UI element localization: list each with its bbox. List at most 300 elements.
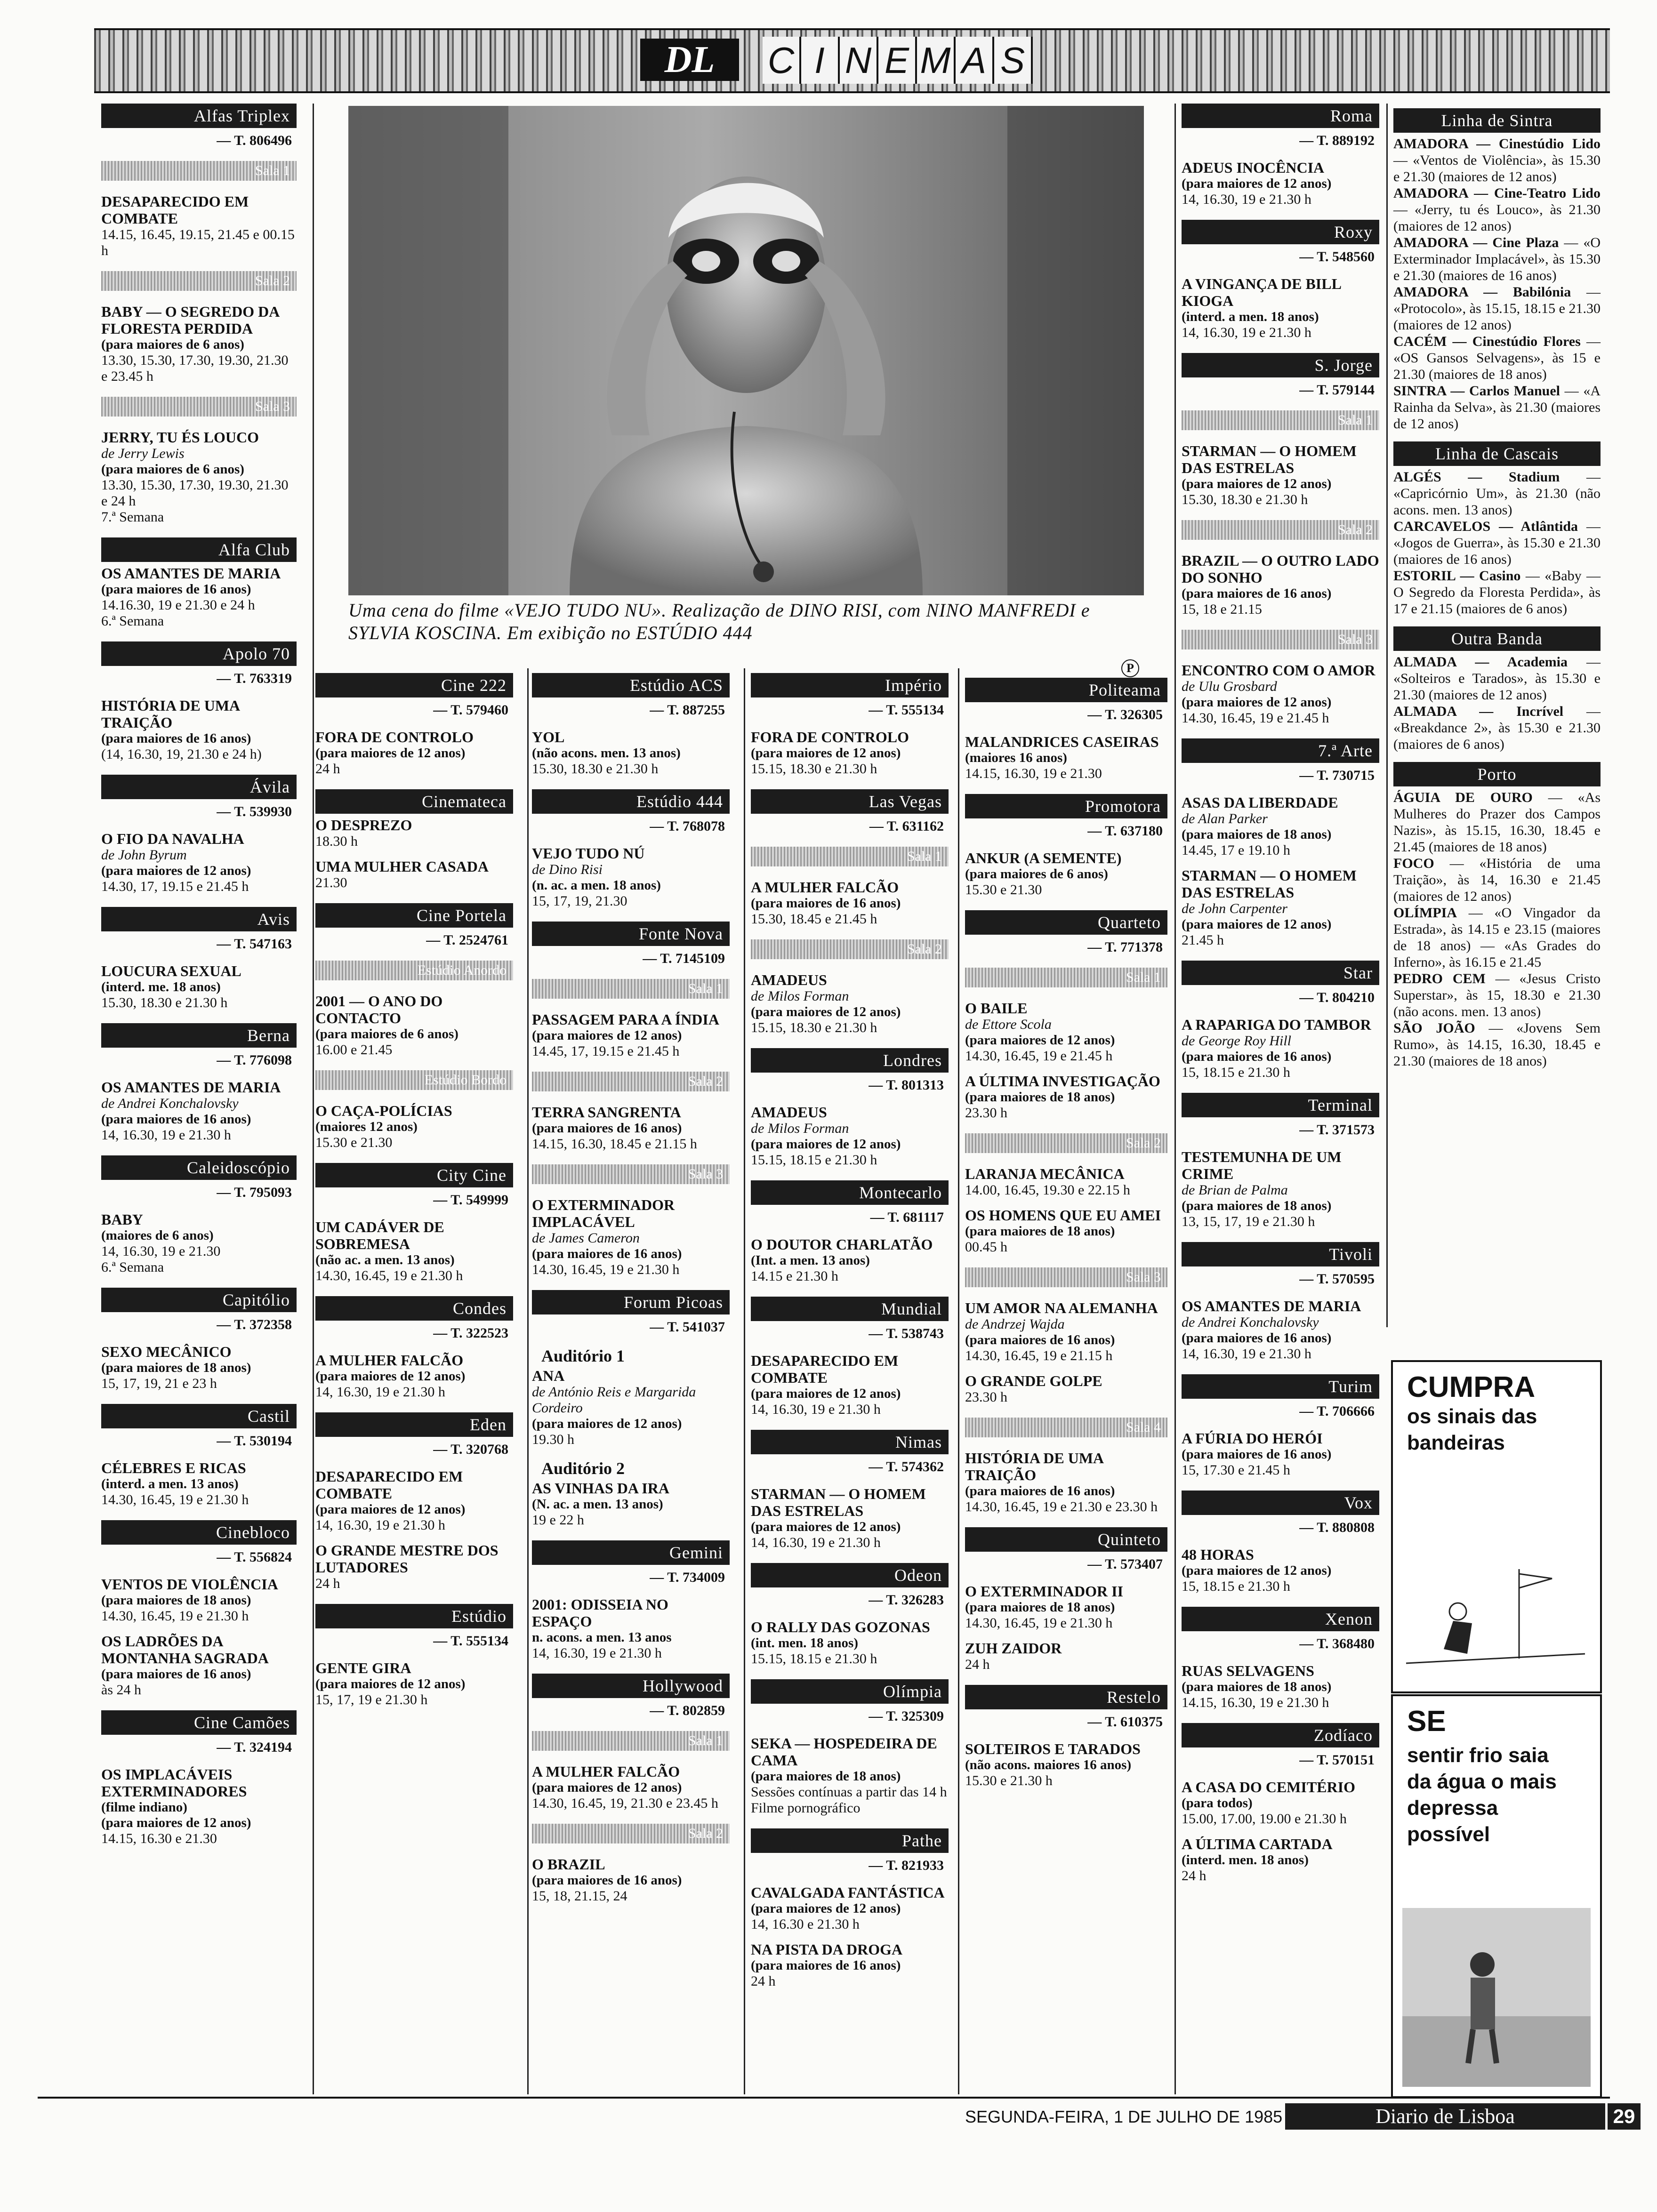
screen-label: Sala 3 (532, 1164, 730, 1184)
film-times: 15, 18, 21.15, 24 (532, 1888, 627, 1904)
cinema-block (101, 537, 297, 629)
region-venue: ALMADA — Incrível (1393, 704, 1564, 719)
film-rating: (para maiores de 16 anos) (101, 1112, 251, 1127)
film-times: 24 h (751, 1973, 776, 1989)
cinema-name: Odeon (751, 1563, 949, 1587)
film-listing (751, 1352, 949, 1418)
film-title: FORA DE CONTROLO (751, 729, 909, 745)
film-rating: (para maiores de 12 anos) (751, 1519, 901, 1534)
film-times: 14.15, 16.30, 19 e 21.30 h (1182, 1695, 1329, 1710)
region-name: Outra Banda (1393, 626, 1601, 651)
film-title: DESAPARECIDO EM COMBATE (315, 1468, 463, 1502)
film-listing (1182, 662, 1379, 726)
listings-column-1 (101, 104, 297, 1859)
film-times: 14.16.30, 19 e 21.30 e 24 h (101, 597, 255, 613)
region-showing: — «O Vingador da Estrada», às 14.15 e 23.15 (maiores de 18 anos) — «As Grades do Inferno», às 16.15 e 21.45 (1393, 905, 1601, 970)
screen-label: Sala 2 (751, 939, 949, 959)
cinema-phone: — T. 326283 (869, 1592, 944, 1608)
swimmer-drawing (1402, 1908, 1591, 2087)
film-listing (965, 1073, 1167, 1121)
cinema-phone: — T. 631162 (869, 818, 944, 834)
film-times: 14, 16.30, 19 e 21.30 h (532, 1645, 662, 1661)
cinema-block (1182, 1723, 1379, 1884)
film-listing (101, 962, 297, 1011)
cinema-block (532, 979, 730, 1059)
film-times: 14.00, 16.45, 19.30 e 22.15 h (965, 1182, 1130, 1198)
column-rule (1386, 104, 1388, 1327)
film-listing (965, 1583, 1167, 1631)
film-times: 14.30, 16.45, 19 e 21.30 h (532, 1262, 680, 1277)
cinema-name: Cine 222 (315, 673, 513, 697)
region-showing: — «Breakdance 2», às 15.30 e 21.30 (maiores de 6 anos) (1393, 704, 1601, 752)
cinema-block (751, 1679, 949, 1816)
column-rule (313, 104, 314, 2094)
masthead-letter: A (956, 37, 994, 84)
film-rating: (para maiores de 18 anos) (751, 1769, 901, 1784)
region-showing: — «O Exterminador Implacável», às 15.30 e 21.30 (maiores de 16 anos) (1393, 235, 1601, 283)
film-rating: (para maiores de 12 anos) (1182, 917, 1332, 932)
cinema-name: Cinemateca (315, 789, 513, 814)
cinema-block (101, 1710, 297, 1847)
cinema-name: Politeama (965, 678, 1167, 702)
cinema-block (1182, 1607, 1379, 1711)
film-listing (532, 1856, 730, 1904)
region-venue: SÃO JOÃO (1393, 1020, 1475, 1036)
listings-column-4 (751, 673, 949, 2002)
film-rating: (para maiores de 16 anos) (532, 1246, 682, 1261)
film-rating: (para maiores de 16 anos) (751, 1958, 901, 1973)
film-title: CÉLEBRES E RICAS (101, 1459, 246, 1476)
region-venue: AMADORA — Cinestúdio Lido (1393, 136, 1601, 152)
film-listing (751, 971, 949, 1036)
film-listing (532, 1480, 730, 1528)
region-venue: SINTRA — Carlos Manuel (1393, 383, 1560, 399)
film-title: O RALLY DAS GOZONAS (751, 1619, 930, 1635)
film-title: O FIO DA NAVALHA (101, 830, 244, 847)
photo-caption: Uma cena do filme «VEJO TUDO NU». Realização de DINO RISI, com NINO MANFREDI e SYLVIA KOSCINA. Em exibição no ESTÚDIO 444 (348, 600, 1090, 643)
film-title: O EXTERMINADOR II (965, 1583, 1124, 1600)
film-times: 14.15, 16.45, 19.15, 21.45 e 00.15 h (101, 227, 295, 258)
film-times: 14, 16.30, 19 e 21.30 h (315, 1384, 445, 1400)
film-times: 14, 16.30, 19 e 21.30 h (1182, 325, 1311, 340)
screen-label: Sala 3 (101, 397, 297, 417)
cinema-phone: — T. 771378 (1087, 939, 1163, 955)
film-times: 14.30, 16.45, 19 e 21.30 e 23.30 h (965, 1499, 1158, 1515)
region-venue: ALGÉS — Stadium (1393, 469, 1560, 485)
film-times: 15, 18 e 21.15 (1182, 601, 1262, 617)
film-rating: (para maiores de 6 anos) (965, 866, 1108, 882)
film-title: BABY (101, 1211, 143, 1228)
film-rating: (não ac. a men. 13 anos) (315, 1252, 455, 1267)
film-listing (315, 1659, 513, 1708)
region-venue: ESTORIL — Casino (1393, 568, 1521, 584)
cinema-block (315, 673, 513, 777)
page-number: 29 (1608, 2103, 1641, 2130)
film-title: VENTOS DE VIOLÊNCIA (101, 1576, 278, 1593)
masthead-title (763, 37, 1033, 84)
film-rating: (para maiores de 12 anos) (1182, 1563, 1332, 1578)
cinema-block (532, 1072, 730, 1152)
cinema-name: Cinebloco (101, 1520, 297, 1545)
region-showing: — «As Mulheres do Prazer dos Campos Nazis», às 15.15, 16.30, 18.45 e 21.45 (maiores de 18 anos) (1393, 790, 1601, 855)
footer (38, 2097, 1635, 2136)
screen-label: Sala 3 (1182, 630, 1379, 649)
film-listing (965, 1299, 1167, 1364)
cinema-phone: — T. 570151 (1299, 1752, 1375, 1768)
copyright-mark: P (1121, 659, 1139, 677)
film-rating: (para maiores de 16 anos) (532, 1873, 682, 1888)
film-title: UM CADÁVER DE SOBREMESA (315, 1218, 444, 1252)
region-showing: — «Ventos de Violência», às 15.30 e 21.30 (maiores de 12 anos) (1393, 152, 1601, 184)
film-title: JERRY, TU ÉS LOUCO (101, 429, 259, 446)
film-listing (1182, 867, 1379, 948)
film-rating: (maiores 12 anos) (315, 1119, 418, 1134)
film-title: O BAILE (965, 1000, 1028, 1017)
film-times: 13, 15, 17, 19 e 21.30 h (1182, 1214, 1315, 1229)
film-rating: (para maiores de 16 anos) (1182, 1447, 1332, 1462)
cinema-block (965, 1418, 1167, 1515)
film-listing (101, 193, 297, 259)
film-rating: (para maiores de 18 anos) (965, 1224, 1115, 1239)
film-director: de George Roy Hill (1182, 1033, 1291, 1049)
film-director: de António Reis e Margarida Cordeiro (532, 1384, 696, 1416)
film-director: de Dino Risi (532, 862, 603, 877)
screen-label: Sala 2 (965, 1133, 1167, 1153)
film-listing (965, 1450, 1167, 1515)
film-title: O EXTERMINADOR IMPLACÁVEL (532, 1196, 675, 1230)
screen-label: Sala 4 (965, 1418, 1167, 1437)
cinema-phone: — T. 804210 (1299, 990, 1375, 1005)
cinema-name: Nimas (751, 1430, 949, 1454)
cinema-name: Xenon (1182, 1607, 1379, 1631)
film-listing (965, 1000, 1167, 1064)
region-showing: — «Baby — O Segredo da Floresta Perdida», às 17 e 21.15 (maiores de 6 anos) (1393, 568, 1601, 617)
film-times: 18.30 h (315, 834, 358, 849)
film-title: O GRANDE GOLPE (965, 1372, 1102, 1389)
region-entry (1393, 789, 1601, 855)
cinema-name: Alfa Club (101, 537, 297, 562)
cinema-name: Berna (101, 1023, 297, 1048)
film-title: SOLTEIROS E TARADOS (965, 1740, 1141, 1757)
cinema-block (1182, 520, 1379, 617)
film-times: (14, 16.30, 19, 21.30 e 24 h) (101, 746, 262, 762)
film-rating: (para maiores de 12 anos) (315, 745, 466, 761)
film-times: 14, 16.30, 19 e 21.30 h (315, 1517, 445, 1533)
film-listing (101, 830, 297, 895)
film-rating: (para maiores de 16 anos) (101, 1667, 251, 1682)
film-times: 15.00, 17.00, 19.00 e 21.30 h (1182, 1811, 1347, 1827)
cinema-name: Gemini (532, 1540, 730, 1565)
region-showing: — «Jerry, tu és Louco», às 21.30 (maiores de 12 anos) (1393, 202, 1601, 234)
film-listing (751, 1485, 949, 1551)
cinema-block (315, 1163, 513, 1284)
film-listing (101, 1576, 297, 1624)
film-rating: (para maiores de 16 anos) (101, 582, 251, 597)
film-times: 14.30, 17, 19.15 e 21.45 h (101, 879, 249, 894)
cinema-phone: — T. 322523 (433, 1325, 508, 1341)
masthead-letter: N (840, 37, 878, 84)
film-listing (315, 1352, 513, 1400)
film-times: 14.30, 16.45, 19 e 21.45 h (965, 1048, 1113, 1064)
film-title: HISTÓRIA DE UMA TRAIÇÃO (965, 1450, 1103, 1483)
film-title: A FÚRIA DO HERÓI (1182, 1430, 1323, 1447)
film-times: 15.30 e 21.30 (315, 1135, 393, 1150)
film-listing (1182, 1546, 1379, 1595)
listings-column-3 (532, 673, 730, 1916)
film-listing (1182, 159, 1379, 208)
cinema-block (751, 673, 949, 777)
film-listing (751, 1735, 949, 1816)
region-name: Linha de Sintra (1393, 108, 1601, 133)
ad-flags (1391, 1360, 1602, 1693)
masthead-letter: C (763, 37, 801, 84)
cinema-block (101, 1155, 297, 1275)
film-times: 24 h (965, 1657, 990, 1672)
cinema-block (315, 903, 513, 948)
cinema-block (532, 1347, 730, 1448)
cinema-phone: — T. 579460 (433, 702, 508, 718)
cinema-phone: — T. 368480 (1299, 1636, 1375, 1651)
region-entry (1393, 284, 1601, 333)
region-showing: — «A Rainha da Selva», às 21.30 (maiores de 12 anos) (1393, 383, 1601, 432)
film-times: 14, 16.30, 19 e 21.30 h (101, 1127, 231, 1143)
film-listing (315, 1542, 513, 1592)
film-times: 24 h (315, 761, 340, 777)
region-venue: AMADORA — Cine-Teatro Lido (1393, 185, 1601, 201)
film-title: AMADEUS (751, 1104, 827, 1121)
cinema-block (532, 922, 730, 967)
film-rating: (interd. a men. 18 anos) (1182, 309, 1319, 324)
film-listing (315, 1218, 513, 1284)
cinema-block (751, 789, 949, 834)
cinema-block (751, 1048, 949, 1168)
region-entry (1393, 703, 1601, 753)
film-listing (532, 1196, 730, 1278)
masthead-letter: I (801, 37, 840, 84)
cinema-block (1182, 410, 1379, 508)
film-listing (965, 1740, 1167, 1789)
listings-column-5 (965, 678, 1167, 1801)
film-title: PASSAGEM PARA A ÍNDIA (532, 1011, 719, 1028)
cinema-block (1182, 104, 1379, 208)
cinema-name: Império (751, 673, 949, 697)
film-rating: (para maiores de 12 anos) (532, 1780, 682, 1795)
cinema-block (1182, 738, 1379, 948)
film-listing (101, 303, 297, 385)
cinema-phone: — T. 806496 (217, 133, 292, 148)
cinema-block (532, 1290, 730, 1335)
film-listing (1182, 1148, 1379, 1230)
cinema-phone: — T. 548560 (1299, 249, 1375, 264)
film-note: 6.ª Semana (101, 613, 164, 629)
region-name: Porto (1393, 762, 1601, 786)
cinema-name: Star (1182, 961, 1379, 985)
film-listing (101, 1633, 297, 1698)
cinema-block (965, 794, 1167, 898)
region-entry (1393, 469, 1601, 518)
region-entry (1393, 568, 1601, 617)
film-director: de Andrzej Wajda (965, 1316, 1065, 1332)
film-title: FORA DE CONTROLO (315, 729, 474, 745)
ad-cold-text: sentir frio saia da água o mais depressa possível (1407, 1744, 1557, 1846)
cinema-phone: — T. 734009 (650, 1570, 725, 1585)
film-rating: (para todos) (1182, 1795, 1253, 1811)
film-director: de John Carpenter (1182, 901, 1287, 916)
film-rating: (para maiores de 6 anos) (315, 1026, 458, 1042)
film-title: ZUH ZAIDOR (965, 1640, 1062, 1657)
region-venue: ALMADA — Academia (1393, 654, 1568, 670)
cinema-block (965, 1685, 1167, 1789)
film-title: O BRAZIL (532, 1856, 605, 1873)
screen-label: Sala 1 (965, 968, 1167, 987)
film-rating: (para maiores de 16 anos) (101, 731, 251, 746)
auditorium-label: Auditório 1 (541, 1346, 625, 1365)
film-times: 13.30, 15.30, 17.30, 19.30, 21.30 e 23.45 h (101, 353, 289, 384)
cinema-phone: — T. 570595 (1299, 1271, 1375, 1287)
cinema-name: Roma (1182, 104, 1379, 128)
film-title: ENCONTRO COM O AMOR (1182, 662, 1375, 679)
screen-label: Sala 2 (532, 1824, 730, 1843)
film-times: 15, 18.15 e 21.30 h (1182, 1065, 1290, 1080)
cinema-block (532, 789, 730, 909)
film-listing (751, 1941, 949, 1989)
cinema-block (965, 1527, 1167, 1673)
cinema-phone: — T. 7145109 (643, 951, 725, 966)
cinema-name: Zodíaco (1182, 1723, 1379, 1747)
cinema-block (101, 271, 297, 385)
cinema-phone: — T. 730715 (1299, 768, 1375, 783)
film-title: O DOUTOR CHARLATÃO (751, 1236, 933, 1253)
cinema-block (751, 1563, 949, 1667)
film-title: OS LADRÕES DA MONTANHA SAGRADA (101, 1633, 269, 1667)
cinema-phone: — T. 887255 (650, 702, 725, 718)
film-director: de Jerry Lewis (101, 446, 185, 461)
film-listing (751, 879, 949, 927)
film-rating: (maiores de 6 anos) (101, 1228, 214, 1243)
cinema-block (532, 1540, 730, 1661)
region-showing: — «Jovens Sem Rumo», às 14.15, 16.30, 18.45 e 21.30 (maiores de 18 anos) (1393, 1020, 1601, 1069)
film-rating: (para maiores de 16 anos) (965, 1483, 1115, 1499)
film-times: 15.15, 18.30 e 21.30 h (751, 1020, 877, 1035)
film-times: 14.30, 16.45, 19 e 21.30 h (101, 1608, 249, 1624)
ad-flags-text: os sinais das bandeiras (1407, 1405, 1537, 1454)
film-times: 16.00 e 21.45 (315, 1042, 393, 1058)
film-times: 15.30, 18.30 e 21.30 h (532, 761, 659, 777)
cinema-phone: — T. 574362 (869, 1459, 944, 1475)
film-listing (965, 1640, 1167, 1673)
cinema-name: Olímpia (751, 1679, 949, 1704)
film-still-photo (348, 106, 1144, 595)
film-title: A RAPARIGA DO TAMBOR (1182, 1016, 1371, 1033)
cinema-name: Cine Portela (315, 903, 513, 928)
film-times: 24 h (315, 1576, 340, 1591)
film-listing (532, 1763, 730, 1811)
film-title: 2001: ODISSEIA NO ESPAÇO (532, 1596, 668, 1630)
film-times: 15.30, 18.45 e 21.45 h (751, 911, 877, 927)
film-rating: (para maiores de 18 anos) (1182, 1679, 1332, 1694)
film-title: A ÚLTIMA CARTADA (1182, 1835, 1333, 1852)
cinema-block (751, 1180, 949, 1284)
film-title: CAVALGADA FANTÁSTICA (751, 1884, 945, 1901)
cinema-block (101, 1520, 297, 1698)
cinema-block (751, 1828, 949, 1989)
film-title: OS IMPLACÁVEIS EXTERMINADORES (101, 1766, 247, 1800)
film-title: DESAPARECIDO EM COMBATE (101, 193, 249, 227)
film-title: O CAÇA-POLÍCIAS (315, 1102, 452, 1119)
film-times: 14.30, 16.45, 19 e 21.15 h (965, 1348, 1113, 1363)
film-rating: (não acons. maiores 16 anos) (965, 1757, 1132, 1772)
beach-drawing (1397, 1541, 1594, 1682)
cinema-name: Quarteto (965, 910, 1167, 935)
cinema-name: Avis (101, 907, 297, 931)
cinema-block (965, 1267, 1167, 1405)
film-times: 14.30, 16.45, 19 e 21.30 h (101, 1492, 249, 1507)
film-title: A MULHER FALCÃO (532, 1763, 680, 1780)
film-title: ANA (532, 1367, 565, 1384)
film-times: 23.30 h (965, 1105, 1007, 1121)
film-note: 7.ª Semana (101, 509, 164, 525)
film-times: Sessões contínuas a partir das 14 h (751, 1784, 947, 1800)
region-entry (1393, 1020, 1601, 1069)
film-listing (1182, 275, 1379, 341)
cinema-block (532, 1824, 730, 1904)
film-listing (532, 1367, 730, 1448)
film-rating: (para maiores de 18 anos) (101, 1360, 251, 1375)
film-times: 15, 17.30 e 21.45 h (1182, 1462, 1290, 1478)
film-listing (965, 850, 1167, 898)
film-listing (532, 729, 730, 777)
film-times: 15.15, 18.30 e 21.30 h (751, 761, 877, 777)
region-showing: — «Solteiros e Tarados», às 15.30 e 21.30 (maiores de 12 anos) (1393, 654, 1601, 703)
cinema-name: City Cine (315, 1163, 513, 1187)
film-rating: (para maiores de 12 anos) (1182, 476, 1332, 491)
film-director: de Alan Parker (1182, 811, 1268, 826)
masthead-logo: DL (640, 39, 739, 81)
cinema-phone: — T. 579144 (1299, 382, 1375, 398)
film-rating: (filme indiano) (101, 1800, 187, 1815)
cinema-name: 7.ª Arte (1182, 738, 1379, 763)
cinema-phone: — T. 2524761 (426, 932, 508, 948)
cinema-name: Caleidoscópio (101, 1155, 297, 1180)
footer-date: SEGUNDA-FEIRA, 1 DE JULHO DE 1985 (965, 2107, 1283, 2126)
cinema-phone: — T. 541037 (650, 1319, 725, 1335)
cinema-block (1182, 1242, 1379, 1362)
cinema-phone: — T. 763319 (217, 671, 292, 686)
column-rule (1174, 104, 1176, 2094)
cinema-block (101, 1404, 297, 1508)
cinema-name: Roxy (1182, 220, 1379, 244)
cinema-phone: — T. 555134 (869, 702, 944, 718)
film-rating: (maiores 16 anos) (965, 750, 1067, 765)
film-listing (101, 429, 297, 525)
film-times: 15.30, 18.30 e 21.30 h (1182, 492, 1308, 507)
film-rating: (para maiores de 12 anos) (1182, 695, 1332, 710)
film-times: 15, 17, 19, 21 e 23 h (101, 1376, 217, 1391)
film-director: de Andrei Konchalovsky (101, 1096, 239, 1111)
film-title: 2001 — O ANO DO CONTACTO (315, 993, 443, 1026)
cinema-block (965, 1133, 1167, 1255)
film-title: DESAPARECIDO EM COMBATE (751, 1352, 899, 1386)
film-times: 14, 16.30, 19 e 21.30 h (1182, 192, 1311, 207)
cinema-block (751, 1430, 949, 1551)
film-rating: (para maiores de 12 anos) (315, 1676, 466, 1691)
film-rating: (para maiores de 18 anos) (1182, 827, 1332, 842)
cinema-phone: — T. 326305 (1087, 707, 1163, 722)
listings-column-2 (315, 673, 513, 1720)
film-listing (532, 845, 730, 909)
cinema-phone: — T. 555134 (433, 1633, 508, 1649)
film-times: 14.30, 16.45, 19 e 21.45 h (1182, 710, 1329, 726)
